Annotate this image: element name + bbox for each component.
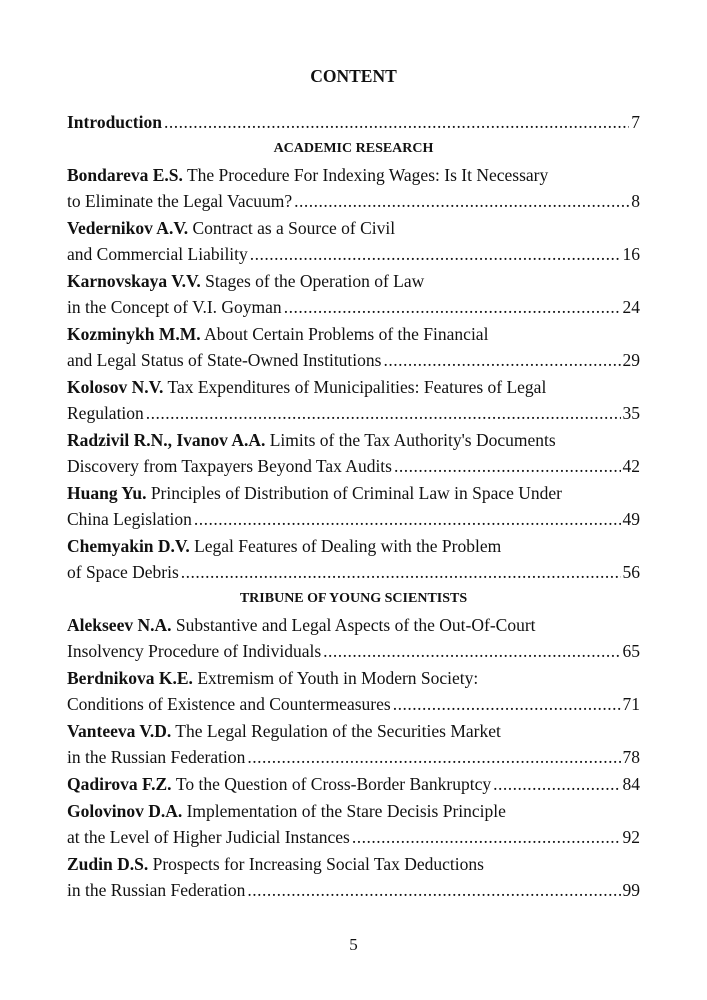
toc-entry bbox=[67, 612, 640, 664]
dot-leader bbox=[250, 241, 621, 267]
dot-leader bbox=[146, 400, 621, 426]
entry-title-line2: to Eliminate the Legal Vacuum? bbox=[67, 191, 293, 211]
page-ref: 42 bbox=[622, 456, 640, 476]
dot-leader bbox=[194, 506, 621, 532]
introduction-label: Introduction bbox=[67, 112, 162, 132]
page-ref: 56 bbox=[622, 562, 640, 582]
page-number: 5 bbox=[349, 935, 358, 954]
page-ref: 35 bbox=[622, 403, 640, 423]
entry-author: Kozminykh M.M. bbox=[67, 324, 201, 344]
entry-author: Karnovskaya V.V. bbox=[67, 271, 201, 291]
toc-entry bbox=[67, 374, 640, 426]
page-ref: 84 bbox=[622, 774, 640, 794]
entry-title-line1: To the Question of Cross-Border Bankruptcy bbox=[175, 774, 492, 794]
entry-title-line1: The Legal Regulation of the Securities Market bbox=[175, 721, 501, 741]
entry-author: Huang Yu. bbox=[67, 483, 147, 503]
toc-entry bbox=[67, 427, 640, 479]
entry-title-line2: and Commercial Liability bbox=[67, 244, 248, 264]
entry-author: Kolosov N.V. bbox=[67, 377, 164, 397]
toc-entry bbox=[67, 771, 640, 797]
toc-entry bbox=[67, 533, 640, 585]
entry-author: Vanteeva V.D. bbox=[67, 721, 172, 741]
entry-title-line2: and Legal Status of State-Owned Institutions bbox=[67, 350, 382, 370]
page-ref: 16 bbox=[622, 244, 640, 264]
entry-author: Vedernikov A.V. bbox=[67, 218, 189, 238]
entry-author: Golovinov D.A. bbox=[67, 801, 183, 821]
entry-title-line1: Extremism of Youth in Modern Society: bbox=[197, 668, 479, 688]
page-ref: 78 bbox=[622, 747, 640, 767]
page-ref: 24 bbox=[622, 297, 640, 317]
dot-leader bbox=[181, 559, 621, 585]
section-heading: ACADEMIC RESEARCH bbox=[273, 141, 434, 156]
table-of-contents bbox=[67, 109, 640, 904]
section-heading: TRIBUNE OF YOUNG SCIENTISTS bbox=[239, 591, 468, 606]
entry-author: Bondareva E.S. bbox=[67, 165, 183, 185]
page-ref: 29 bbox=[622, 350, 640, 370]
toc-entry bbox=[67, 665, 640, 717]
entry-author: Chemyakin D.V. bbox=[67, 536, 190, 556]
toc-entry bbox=[67, 718, 640, 770]
entry-title-line1: About Certain Problems of the Financial bbox=[204, 324, 489, 344]
toc-entry bbox=[67, 268, 640, 320]
page-title: CONTENT bbox=[310, 66, 397, 86]
page-ref: 99 bbox=[622, 880, 640, 900]
page-ref: 71 bbox=[622, 694, 640, 714]
entry-author: Berdnikova K.E. bbox=[67, 668, 193, 688]
entry-title-line2: at the Level of Higher Judicial Instances bbox=[67, 827, 350, 847]
entry-author: Radzivil R.N., Ivanov A.A. bbox=[67, 430, 266, 450]
dot-leader bbox=[247, 744, 620, 770]
entry-title-line2: Discovery from Taxpayers Beyond Tax Audits bbox=[67, 456, 392, 476]
dot-leader bbox=[323, 638, 620, 664]
entry-title-line2: China Legislation bbox=[67, 509, 192, 529]
entry-title-line1: Legal Features of Dealing with the Problem bbox=[194, 536, 502, 556]
entry-title-line2: Regulation bbox=[67, 403, 144, 423]
dot-leader bbox=[394, 453, 621, 479]
dot-leader bbox=[294, 188, 629, 214]
entry-title-line1: Prospects for Increasing Social Tax Deductions bbox=[152, 854, 484, 874]
entry-title-line1: The Procedure For Indexing Wages: Is It Necessary bbox=[186, 165, 549, 185]
entry-title-line1: Tax Expenditures of Municipalities: Features of Legal bbox=[167, 377, 547, 397]
page-ref: 8 bbox=[631, 191, 640, 211]
entry-title-line1: Substantive and Legal Aspects of the Out-Of-Court bbox=[175, 615, 536, 635]
entry-title-line2: in the Concept of V.I. Goyman bbox=[67, 297, 282, 317]
dot-leader bbox=[493, 771, 620, 797]
entry-author: Qadirova F.Z. bbox=[67, 774, 172, 794]
toc-entry-introduction bbox=[67, 109, 640, 135]
toc-entry bbox=[67, 798, 640, 850]
entry-title-line2: of Space Debris bbox=[67, 562, 179, 582]
entry-title-line1: Stages of the Operation of Law bbox=[205, 271, 425, 291]
dot-leader bbox=[284, 294, 621, 320]
entry-title-line2: Insolvency Procedure of Individuals bbox=[67, 641, 322, 661]
toc-entry bbox=[67, 480, 640, 532]
toc-entry bbox=[67, 215, 640, 267]
entry-author: Alekseev N.A. bbox=[67, 615, 172, 635]
entry-title-line1: Principles of Distribution of Criminal Law in Space Under bbox=[150, 483, 563, 503]
dot-leader bbox=[352, 824, 621, 850]
entry-title-line1: Limits of the Tax Authority's Documents bbox=[269, 430, 556, 450]
entry-title-line1: Contract as a Source of Civil bbox=[192, 218, 396, 238]
toc-entry bbox=[67, 162, 640, 214]
dot-leader bbox=[383, 347, 620, 373]
dot-leader bbox=[393, 691, 621, 717]
page-ref: 65 bbox=[622, 641, 640, 661]
entry-title-line2: in the Russian Federation bbox=[67, 880, 246, 900]
entry-title-line1: Implementation of the Stare Decisis Principle bbox=[186, 801, 506, 821]
toc-entry bbox=[67, 321, 640, 373]
entry-title-line2: in the Russian Federation bbox=[67, 747, 246, 767]
entry-title-line2: Conditions of Existence and Countermeasures bbox=[67, 694, 391, 714]
page-ref: 49 bbox=[622, 509, 640, 529]
page-ref: 7 bbox=[631, 112, 640, 132]
entry-author: Zudin D.S. bbox=[67, 854, 149, 874]
dot-leader bbox=[247, 877, 620, 903]
dot-leader bbox=[164, 109, 629, 135]
page-ref: 92 bbox=[622, 827, 640, 847]
toc-entry bbox=[67, 851, 640, 903]
